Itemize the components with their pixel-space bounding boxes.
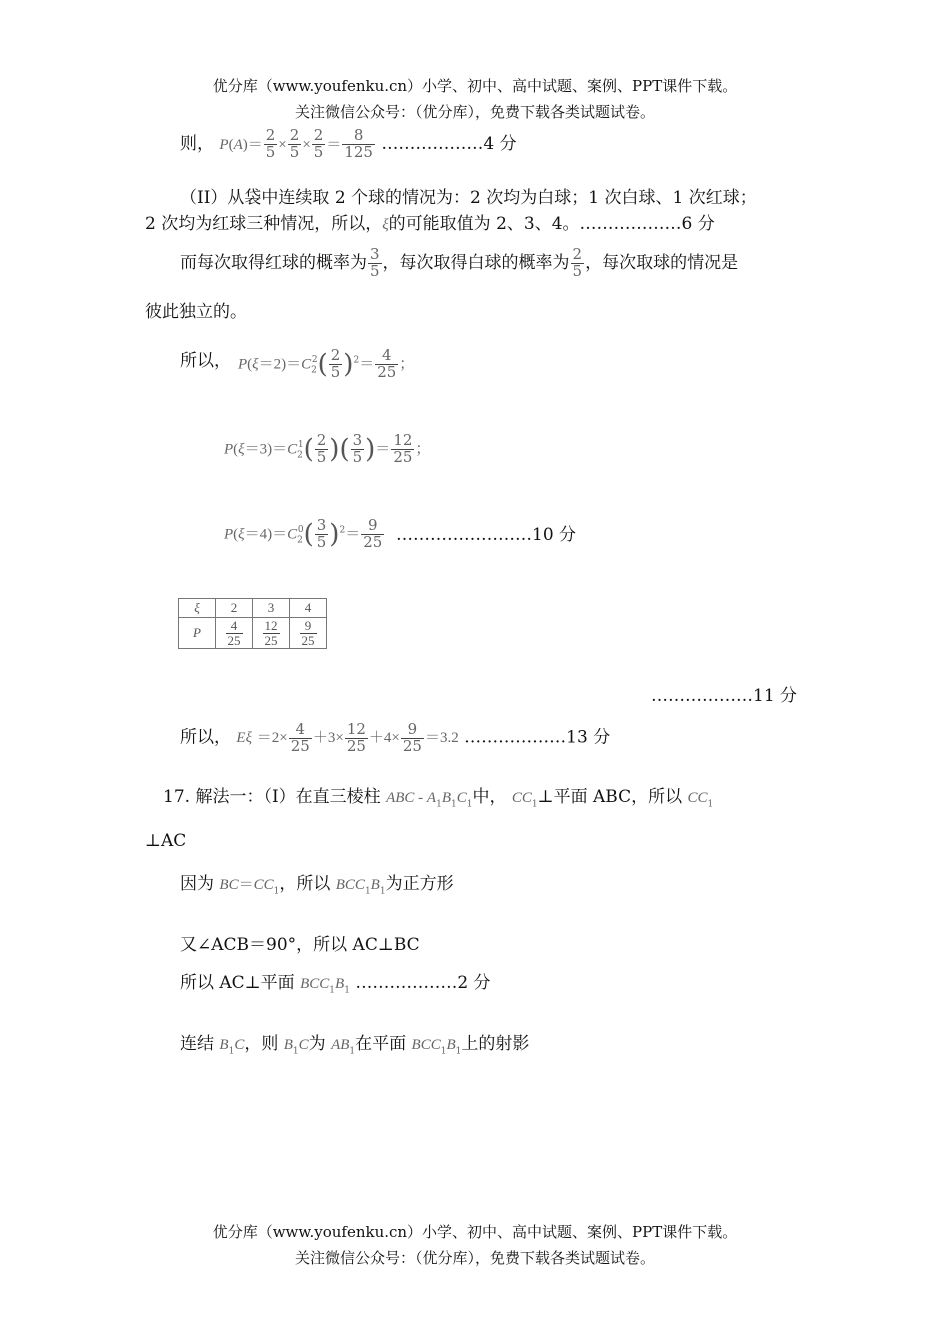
table-cell: $\frac{4}{25}$ — [216, 618, 253, 649]
prob-line: 而每次取得红球的概率为 $\frac{3}{5}$ ，每次取得白球的概率为 $\frac{2}{5}$ ，每次取球的情况是 — [180, 245, 739, 280]
table-row-label: P — [179, 618, 216, 649]
pa-line: 则， P(A)＝ $\frac{2}{5}$ × $\frac{2}{5}$ × $\frac{2}{5}$ ＝ $\frac{8}{125}$ ………………4 分 — [180, 126, 517, 161]
table-header-cell: 4 — [290, 599, 327, 618]
table-cell: $\frac{12}{25}$ — [253, 618, 290, 649]
q17-line2: ⊥AC — [145, 831, 187, 851]
q17-line: 17. 解法一：（I）在直三棱柱 ABC - $A_1B_1C_1$中， $CC_1\perp$平面 ABC，所以 $CC_1$ — [163, 787, 714, 810]
footer-line-2: 关注微信公众号：（优分库），免费下载各类试题试卷。 — [294, 1249, 655, 1267]
table-header-cell: 3 — [253, 599, 290, 618]
header-line-1: 优分库（www.youfenku.cn）小学、初中、高中试题、案例、PPT课件下载。 — [212, 77, 738, 95]
suoyi-label: 所以， — [180, 351, 231, 371]
p-xi-2: $P(\xi=2)=C_2^2$( $\frac{2}{5}$ )$^2$＝ $\frac{4}{25}$ ； — [238, 346, 415, 381]
pa-prefix: 则， — [180, 133, 214, 154]
table-header-cell: ξ — [179, 599, 216, 618]
header-line-2: 关注微信公众号：（优分库），免费下载各类试题试卷。 — [294, 103, 655, 121]
p-xi-4: $P(\xi=4)=C_2^0$( $\frac{3}{5}$ )$^2$＝ $\frac{9}{25}$ — [224, 516, 383, 551]
score-10: ……………………10 分 — [396, 525, 577, 545]
connect-line: 连结 $B_1C$，则 $B_1C$为 $AB_1$在平面 $BCC_1B_1$上的射影 — [180, 1034, 530, 1057]
angle-line: 又∠ACB＝90°，所以 AC⊥BC — [180, 935, 420, 955]
plane-line: 所以 AC⊥平面 $BCC_1B_1$ ………………2 分 — [180, 973, 491, 996]
footer-line-1: 优分库（www.youfenku.cn）小学、初中、高中试题、案例、PPT课件下载。 — [212, 1223, 738, 1241]
score-11: ………………11 分 — [651, 686, 798, 706]
p-xi-3: $P(\xi=3)=C_2^1$( $\frac{2}{5}$ )( $\frac{3}{5}$ )＝ $\frac{12}{25}$ ； — [224, 431, 431, 466]
part2-line1: （II）从袋中连续取 2 个球的情况为：2 次均为白球；1 次白球、1 次红球； — [180, 188, 757, 208]
table-header-cell: 2 — [216, 599, 253, 618]
prob-line-2: 彼此独立的。 — [145, 302, 247, 322]
because-line: 因为 $BC=CC_1$，所以 $BCC_1B_1$为正方形 — [180, 874, 454, 897]
table-header-row — [179, 599, 327, 618]
pa-score: ………………4 分 — [381, 133, 517, 154]
table-prob-row — [179, 618, 327, 649]
expect-line: 所以， Eξ ＝2× $\frac{4}{25}$ ＋3× $\frac{12}{25}$ ＋4× $\frac{9}{25}$ ＝3.2 ………………13 分 — [180, 720, 611, 755]
part2-line2: 2 次均为红球三种情况，所以，ξ的可能取值为 2、3、4。………………6 分 — [145, 214, 715, 234]
table-cell: $\frac{9}{25}$ — [290, 618, 327, 649]
distribution-table — [178, 598, 327, 649]
